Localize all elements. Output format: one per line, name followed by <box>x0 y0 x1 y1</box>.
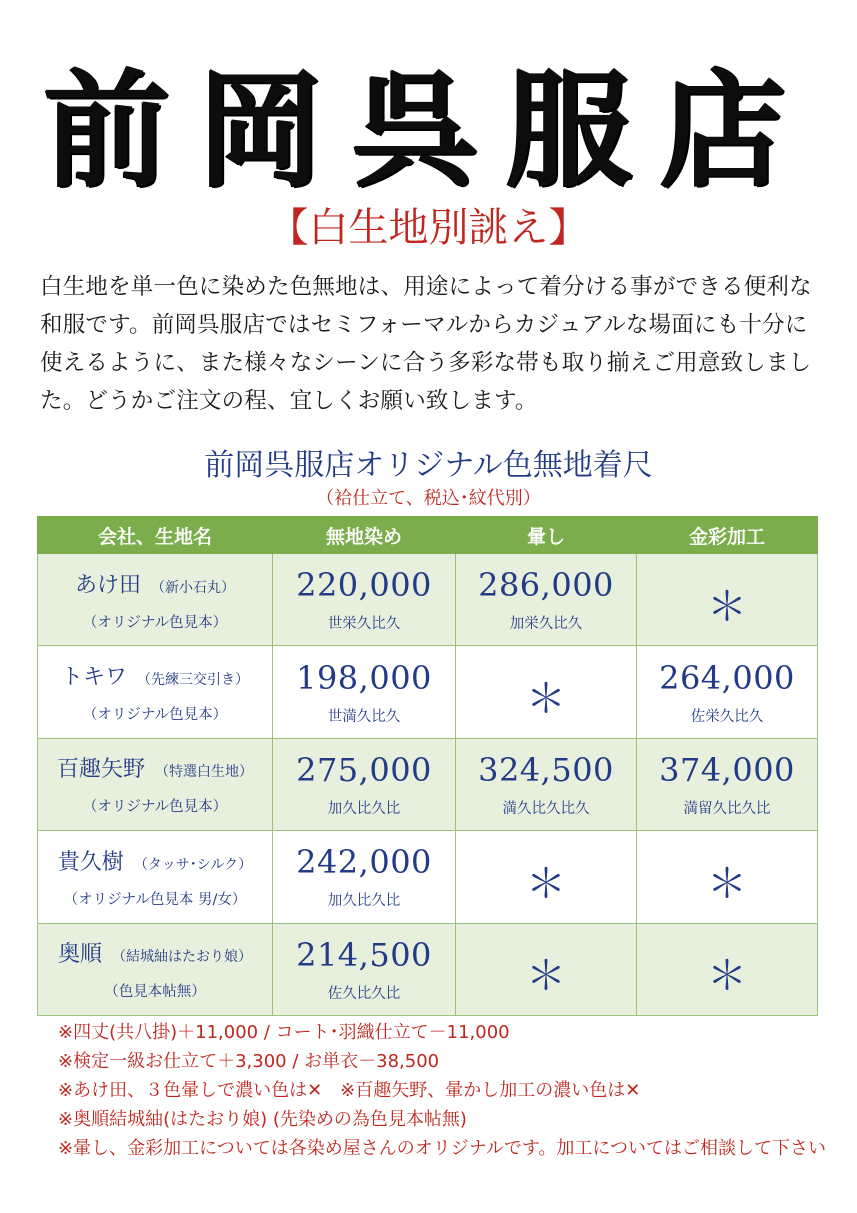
not-available-mark: ＊ <box>526 860 566 907</box>
color-sample-note: （オリジナル色見本） <box>82 614 228 631</box>
price-code: 加久比久比 <box>327 800 401 817</box>
table-row <box>38 738 818 830</box>
not-available-mark: ＊ <box>707 583 747 630</box>
footnote: ※奥順結城紬(はたおり娘) (先染めの為色見本帖無) <box>58 1109 467 1130</box>
fabric-name-cell <box>38 646 273 738</box>
not-available-mark: ＊ <box>526 676 566 723</box>
price-value: 264,000 <box>659 658 795 697</box>
price-cell <box>456 738 637 830</box>
footnote: ※あけ田、３色暈しで濃い色は✕ ※百趣矢野、暈かし加工の濃い色は✕ <box>58 1080 641 1101</box>
price-cell <box>637 554 818 646</box>
table-row <box>38 646 818 738</box>
price-value: 198,000 <box>296 658 432 697</box>
fabric-type: （結城紬はたおり娘） <box>112 949 252 966</box>
table-row <box>38 554 818 646</box>
price-cell <box>637 923 818 1015</box>
price-code: 佐栄久比久 <box>690 708 764 725</box>
price-cell <box>456 923 637 1015</box>
color-sample-note: （オリジナル色見本） <box>82 799 228 816</box>
price-cell <box>273 554 456 646</box>
price-cell <box>456 831 637 923</box>
fabric-name: 貴久樹 <box>57 849 124 875</box>
fabric-name-cell <box>38 923 273 1015</box>
price-code: 佐久比久比 <box>327 985 401 1002</box>
footnote: ※暈し、金彩加工については各染め屋さんのオリジナルです。加工についてはご相談して下さい <box>58 1138 827 1159</box>
header-bokashi: 暈し <box>456 517 637 554</box>
price-value: 286,000 <box>478 566 614 605</box>
price-value: 220,000 <box>296 566 432 605</box>
footnote: ※四丈(共八掛)＋11,000 / コート･羽織仕立て－11,000 <box>58 1022 510 1043</box>
table-row <box>38 831 818 923</box>
fabric-name: 奥順 <box>57 942 102 968</box>
not-available-mark: ＊ <box>526 953 566 1000</box>
fabric-name-cell <box>38 738 273 830</box>
color-sample-note: （色見本帖無） <box>104 984 206 1001</box>
price-cell <box>637 646 818 738</box>
price-table <box>37 516 818 1016</box>
price-value: 275,000 <box>296 750 432 789</box>
price-value: 324,500 <box>478 750 614 789</box>
price-cell <box>273 831 456 923</box>
table-header-row <box>38 517 818 554</box>
price-code: 加栄久比久 <box>509 616 583 633</box>
price-cell <box>456 646 637 738</box>
fabric-name-cell <box>38 554 273 646</box>
price-cell <box>273 923 456 1015</box>
header-company: 会社、生地名 <box>38 517 273 554</box>
page-subtitle: 【白生地別誂え】 <box>268 205 589 251</box>
price-cell <box>456 554 637 646</box>
not-available-mark: ＊ <box>707 860 747 907</box>
fabric-name: トキワ <box>60 665 127 691</box>
fabric-name: あけ田 <box>74 572 141 598</box>
price-code: 満留久比久比 <box>683 800 771 817</box>
price-value: 374,000 <box>659 750 795 789</box>
price-cell <box>637 738 818 830</box>
table-row <box>38 923 818 1015</box>
fabric-name: 百趣矢野 <box>56 757 145 783</box>
fabric-type: （特選白生地） <box>155 764 253 781</box>
header-plain-dye: 無地染め <box>273 517 456 554</box>
color-sample-note: （オリジナル色見本） <box>82 707 228 724</box>
price-value: 214,500 <box>296 935 432 974</box>
table-title: 前岡呉服店オリジナル色無地着尺 <box>204 448 653 483</box>
fabric-type: （先練三交引き） <box>137 672 249 689</box>
fabric-name-cell <box>38 831 273 923</box>
footnotes <box>58 1018 838 1163</box>
price-code: 満久比久比久 <box>502 800 590 817</box>
price-value: 242,000 <box>296 843 432 882</box>
price-code: 加久比久比 <box>327 893 401 910</box>
price-cell <box>273 738 456 830</box>
footnote: ※検定一級お仕立て＋3,300 / お単衣－38,500 <box>58 1051 440 1072</box>
intro-paragraph: 白生地を単一色に染めた色無地は、用途によって着分ける事ができる便利な和服です。前岡呉服店ではセミフォーマルからカジュアルな場面にも十分に使えるように、また様々なシーンに合う多彩な帯も取り揃えご用意致しました。どうかご注文の程、宜しくお願い致します。 <box>40 274 812 414</box>
price-code: 世栄久比久 <box>327 616 401 633</box>
shop-brand-title: 前岡呉服店 <box>43 55 814 204</box>
fabric-type: （タッサ･シルク） <box>133 856 253 873</box>
table-note: （袷仕立て、税込･紋代別） <box>316 488 541 509</box>
price-cell <box>273 646 456 738</box>
header-gold-leaf: 金彩加工 <box>637 517 818 554</box>
not-available-mark: ＊ <box>707 953 747 1000</box>
fabric-type: （新小石丸） <box>151 579 235 596</box>
price-cell <box>637 831 818 923</box>
price-code: 世満久比久 <box>327 708 401 725</box>
color-sample-note: （オリジナル色見本 男/女） <box>63 891 247 908</box>
